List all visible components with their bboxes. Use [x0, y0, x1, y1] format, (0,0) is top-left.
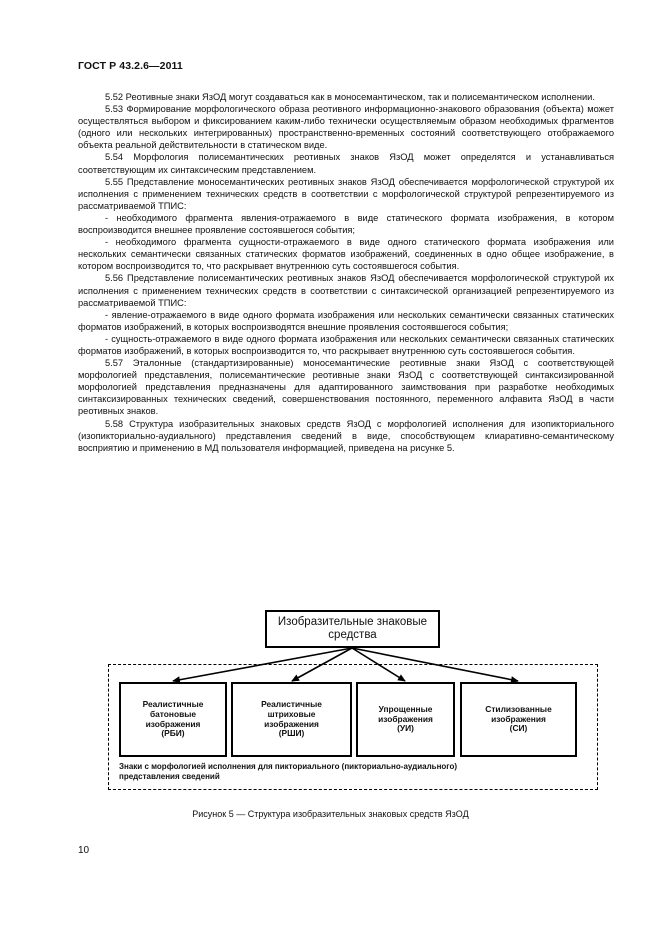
box-ui-line: изображения	[378, 713, 433, 724]
arrow-to-rbi	[173, 648, 352, 681]
paragraph-5-56: 5.56 Представление полисемантических реотивных знаков ЯзОД обеспечивается морфологической структурой их исполнения с применением технических средств в соответствии с синтаксической организацией репрезентируемого из рассматриваемой ТПИС:	[78, 273, 614, 308]
top-box-visual-means: Изобразительные знаковые средства	[265, 610, 440, 648]
paragraph-5-57: 5.57 Эталонные (стандартизированные) моносемантические реотивные знаки ЯзОД с соответствующей морфологией представления, полисемантические реотивные знаки ЯзОД с соответствующей синтаксизированной морфологией представления предназначены для адаптированного заимствования при разработке необходимых синтаксизированных технических сведений, совершенствования постоянного, переменного алфавита ЯзОД в части реотивных знаков.	[78, 358, 614, 417]
list-item: - необходимого фрагмента сущности-отражаемого в виде одного статического формата изображения или нескольких семантически связанных статических форматов изображений, соединенных в одно общее изображение, в котором воспроизводится то, что раскрывает внутреннюю суть состоявшегося события.	[78, 237, 614, 272]
page-number: 10	[78, 845, 90, 856]
box-rbi	[119, 682, 227, 757]
box-rbi-line: Реалистичные	[142, 699, 204, 710]
box-rshi-line: изображения	[264, 718, 319, 729]
dashed-group-note: Знаки с морфологией исполнения для пикториального (пикториально-аудиального) представления сведений	[119, 762, 458, 781]
box-rbi-line: (РБИ)	[161, 728, 185, 739]
figure-caption: Рисунок 5 — Структура изобразительных знаковых средств ЯзОД	[192, 809, 469, 819]
box-rshi-line: (РШИ)	[278, 728, 305, 739]
document-header: ГОСТ Р 43.2.6—2011	[78, 60, 183, 72]
paragraph-5-52: 5.52 Реотивные знаки ЯзОД могут создаваться как в моносемантическом, так и полисемантическом исполнении.	[105, 92, 595, 102]
list-item: - необходимого фрагмента явления-отражаемого в виде статического формата изображения, в котором воспроизводится внешнее проявление состоявшегося события;	[78, 212, 614, 236]
figure-5-diagram	[108, 610, 598, 790]
paragraph-5-53: 5.53 Формирование морфологического образа реотивного информационно-знакового образования (объекта) может осуществляться выбором и фиксированием каким-либо технически осуществляемым образом необходимых фрагментов (одного или нескольких интегрированных) пространственно-временных состояний соответствующего отображаемого объекта реальной действительности в статическом виде.	[78, 104, 614, 151]
paragraph-5-54: 5.54 Морфология полисемантических реотивных знаков ЯзОД может определятся и устанавливаться соответствующим их синтаксическим представлением.	[78, 152, 614, 175]
box-rshi-line: Реалистичные	[261, 699, 322, 710]
box-ui-line: (УИ)	[397, 723, 414, 734]
box-rbi-line: батоновые	[149, 708, 197, 719]
box-rshi-line: штриховые	[267, 708, 316, 719]
box-si-line: (СИ)	[509, 723, 528, 734]
box-si-line: изображения	[491, 713, 546, 724]
body-text	[78, 91, 614, 454]
list-item: - сущность-отражаемого в виде одного формата изображения или нескольких семантически связанных статических форматов изображений, в которых воспроизводится то, что раскрывает внутреннюю суть состоявшегося события.	[78, 333, 614, 356]
list-item: - явление-отражаемого в виде одного формата изображения или нескольких семантически связанных статических форматов изображений, в которых воспроизводятся внешние проявления состоявшегося события;	[78, 309, 614, 332]
box-si	[460, 682, 577, 757]
box-ui	[356, 682, 455, 757]
box-ui-line: Упрощенные	[378, 704, 433, 715]
paragraph-5-58: 5.58 Структура изобразительных знаковых средств ЯзОД с морфологией исполнения для изопикториального (изопикториально-аудиального) представления сведений в виде, способствующем клиаративно-семантическому восприятию и применению в МД пользователя информацией, приведена на рисунке 5.	[78, 418, 614, 453]
arrow-to-si	[352, 648, 518, 681]
paragraph-5-55: 5.55 Представление моносемантических реотивных знаков ЯзОД обеспечивается морфологической структурой их исполнения с применением технических средств в соответствии с морфологической структурой репрезентируемого из рассматриваемой ТПИС:	[78, 176, 614, 211]
box-si-line: Стилизованные	[485, 704, 552, 715]
box-rbi-line: изображения	[145, 718, 201, 729]
box-rshi	[231, 682, 352, 757]
